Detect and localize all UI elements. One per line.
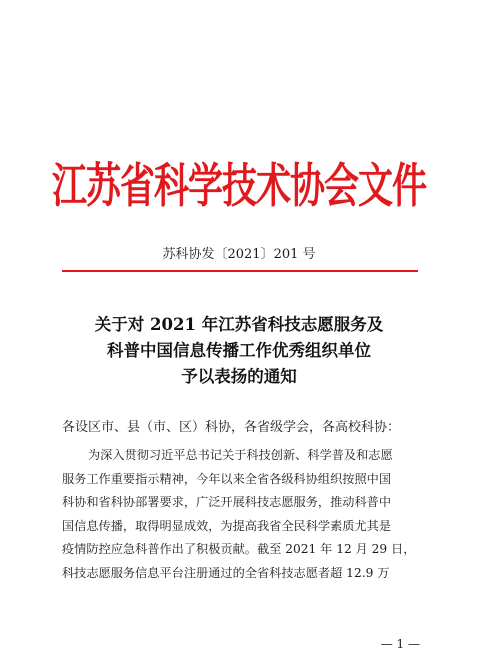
body-line-2: 服务工作重要指示精神，今年以来全省各级科协组织按照中国 [62, 471, 392, 486]
masthead-title: 江苏省科学技术协会文件 [51, 160, 426, 215]
body-line-5: 疫情防控应急科普作出了积极贡献。截至 2021 年 12 月 29 日， [62, 542, 416, 556]
body-paragraph [62, 444, 418, 585]
body-line-4: 国信息传播，取得明显成效，为提高我省全民科学素质尤其是 [62, 518, 392, 533]
document-number: 苏科协发〔2021〕201 号 [162, 247, 316, 262]
title-line-2: 科普中国信息传播工作优秀组织单位 [107, 341, 371, 360]
red-divider-line [62, 270, 418, 272]
body-line-6: 科技志愿服务信息平台注册通过的全省科技志愿者超 12.9 万 [62, 565, 390, 580]
salutation: 各设区市、县（市、区）科协，各省级学会，各高校科协： [62, 420, 401, 435]
body-line-1: 为深入贯彻习近平总书记关于科技创新、科学普及和志愿 [88, 448, 393, 462]
body-line-3: 科协和省科协部署要求，广泛开展科技志愿服务，推动科普中 [62, 495, 392, 509]
notice-title [0, 312, 478, 390]
title-line-3: 予以表扬的通知 [181, 367, 297, 386]
page-number: — 1 — [380, 637, 420, 651]
title-line-1: 关于对 2021 年江苏省科技志愿服务及 [94, 315, 384, 334]
